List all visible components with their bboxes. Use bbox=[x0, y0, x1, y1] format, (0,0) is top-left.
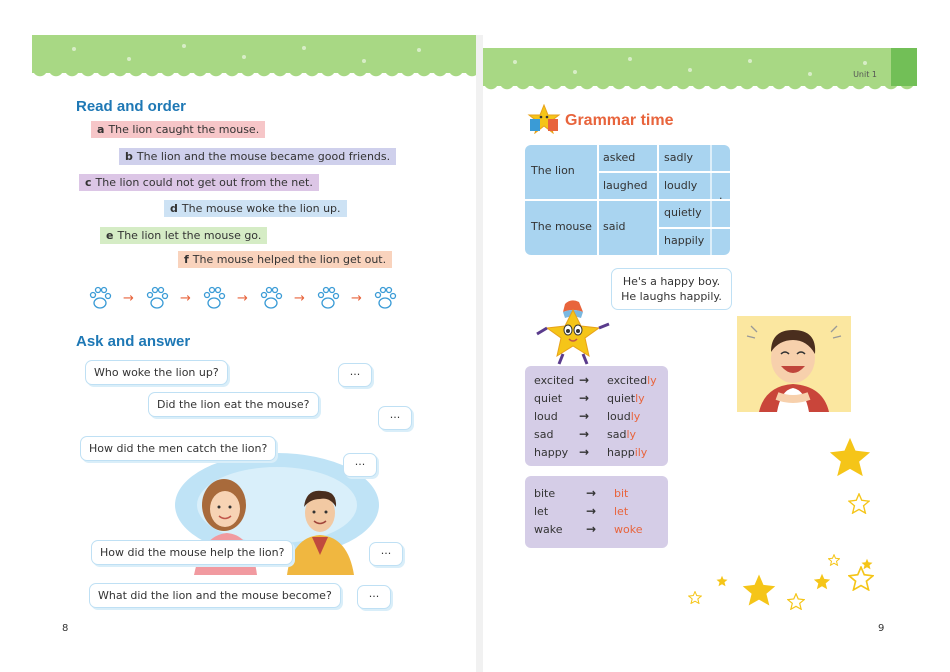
answer-bubble[interactable]: ... bbox=[378, 406, 412, 430]
sentence-letter: a bbox=[97, 123, 105, 136]
star-outline-icon bbox=[787, 593, 805, 610]
star-mascot-illustration bbox=[535, 298, 613, 366]
sentence-letter: c bbox=[85, 176, 92, 189]
sentence-text: The lion let the mouse go. bbox=[117, 229, 262, 242]
adverb-row bbox=[534, 371, 657, 389]
adverb-row bbox=[534, 425, 636, 443]
table-adverb: happily bbox=[664, 234, 705, 247]
base-word: sad bbox=[534, 427, 554, 441]
past-tense-row bbox=[534, 484, 628, 502]
adverb-suffix: ly bbox=[635, 391, 645, 405]
adverb-row bbox=[534, 407, 640, 425]
table-subject: The mouse bbox=[531, 220, 592, 233]
adverb-stem: happ bbox=[607, 445, 635, 459]
sentence-letter: e bbox=[106, 229, 114, 242]
arrow-icon: → bbox=[579, 427, 590, 441]
arrow-icon: → bbox=[586, 522, 597, 536]
sentence-c bbox=[79, 174, 319, 191]
table-verb: said bbox=[603, 220, 626, 233]
adverb-formation-box bbox=[525, 366, 668, 466]
paw-print-icon[interactable] bbox=[202, 285, 226, 311]
base-word: bite bbox=[534, 486, 556, 500]
table-verb: asked bbox=[603, 151, 636, 164]
adverb-row bbox=[534, 443, 647, 461]
star-icon bbox=[828, 436, 872, 478]
base-word: loud bbox=[534, 409, 558, 423]
sentence-text: The lion could not get out from the net. bbox=[95, 176, 313, 189]
speech-line: He laughs happily. bbox=[621, 290, 722, 303]
star-outline-icon bbox=[688, 591, 702, 604]
answer-bubble[interactable]: ... bbox=[369, 542, 403, 566]
sentence-f bbox=[178, 251, 392, 268]
arrow-icon: → bbox=[579, 409, 590, 423]
star-icon bbox=[861, 558, 873, 570]
sentence-b bbox=[119, 148, 396, 165]
base-word: wake bbox=[534, 522, 563, 536]
order-paw-sequence bbox=[88, 285, 397, 311]
paw-print-icon[interactable] bbox=[373, 285, 397, 311]
sentence-text: The lion caught the mouse. bbox=[108, 123, 260, 136]
arrow-icon: → bbox=[586, 504, 597, 518]
question-bubble: Did the lion eat the mouse? bbox=[148, 392, 319, 417]
past-tense-row bbox=[534, 520, 642, 538]
star-icon bbox=[813, 573, 831, 590]
adverb-suffix: ly bbox=[647, 373, 657, 387]
table-adverb: quietly bbox=[664, 206, 702, 219]
question-bubble: How did the men catch the lion? bbox=[80, 436, 276, 461]
arrow-icon: → bbox=[579, 391, 590, 405]
happy-boy-illustration bbox=[737, 316, 851, 412]
adverb-suffix: ly bbox=[630, 409, 641, 423]
unit-label: Unit 1 bbox=[853, 70, 877, 79]
paw-print-icon[interactable] bbox=[145, 285, 169, 311]
sentence-d bbox=[164, 200, 347, 217]
ask-and-answer-title: Ask and answer bbox=[76, 333, 191, 350]
table-period: . bbox=[719, 189, 723, 202]
adverb-suffix: ily bbox=[634, 445, 648, 459]
right-page bbox=[483, 48, 917, 672]
star-outline-icon bbox=[848, 493, 870, 514]
answer-bubble[interactable]: ... bbox=[338, 363, 372, 387]
right-page-banner bbox=[483, 48, 917, 86]
answer-bubble[interactable]: ... bbox=[357, 585, 391, 609]
past-tense-word: let bbox=[614, 504, 629, 518]
book-spine bbox=[476, 35, 483, 672]
paw-print-icon[interactable] bbox=[88, 285, 112, 311]
sentence-e bbox=[100, 227, 267, 244]
page-number: 8 bbox=[62, 623, 69, 634]
speech-bubble bbox=[611, 268, 732, 310]
question-bubble: How did the mouse help the lion? bbox=[91, 540, 293, 565]
paw-print-icon[interactable] bbox=[316, 285, 340, 311]
speech-line: He's a happy boy. bbox=[622, 275, 721, 288]
sentence-text: The mouse helped the lion get out. bbox=[192, 253, 387, 266]
question-bubble: What did the lion and the mouse become? bbox=[89, 583, 341, 608]
left-page-banner bbox=[32, 35, 476, 73]
question-bubble: Who woke the lion up? bbox=[85, 360, 228, 385]
base-word: quiet bbox=[534, 391, 563, 405]
grammar-star-icon bbox=[527, 104, 561, 134]
arrow-icon: → bbox=[579, 445, 590, 459]
paw-print-icon[interactable] bbox=[259, 285, 283, 311]
read-and-order-title: Read and order bbox=[76, 98, 187, 115]
arrow-icon: → bbox=[237, 290, 248, 306]
past-tense-box bbox=[525, 476, 668, 548]
adverb-stem: sad bbox=[607, 427, 627, 441]
arrow-icon: → bbox=[586, 486, 597, 500]
answer-bubble[interactable]: ... bbox=[343, 453, 377, 477]
table-adverb: loudly bbox=[664, 179, 698, 192]
sentence-letter: d bbox=[170, 202, 178, 215]
table-verb: laughed bbox=[603, 179, 648, 192]
sentence-letter: b bbox=[125, 150, 133, 163]
table-adverb: sadly bbox=[664, 151, 694, 164]
sentence-letter: f bbox=[184, 253, 189, 266]
adverb-stem: excited bbox=[607, 373, 648, 387]
past-tense-word: bit bbox=[614, 486, 629, 500]
sentence-a bbox=[91, 121, 265, 138]
star-outline-icon bbox=[828, 554, 840, 566]
sentence-text: The mouse woke the lion up. bbox=[181, 202, 341, 215]
base-word: happy bbox=[534, 445, 569, 459]
adverb-row bbox=[534, 389, 645, 407]
banner-edge bbox=[891, 48, 917, 86]
adverb-suffix: ly bbox=[626, 427, 637, 441]
arrow-icon: → bbox=[351, 290, 362, 306]
base-word: let bbox=[534, 504, 549, 518]
page-number: 9 bbox=[878, 623, 885, 634]
past-tense-row bbox=[534, 502, 628, 520]
arrow-icon: → bbox=[123, 290, 134, 306]
star-icon bbox=[716, 575, 728, 587]
base-word: excited bbox=[534, 373, 575, 387]
table-subject: The lion bbox=[531, 164, 575, 177]
star-icon bbox=[741, 573, 777, 607]
left-page bbox=[32, 35, 476, 672]
sentence-text: The lion and the mouse became good friends. bbox=[136, 150, 391, 163]
past-tense-word: woke bbox=[614, 522, 643, 536]
adverb-stem: loud bbox=[607, 409, 631, 423]
grammar-table bbox=[525, 145, 730, 255]
adverb-stem: quiet bbox=[607, 391, 636, 405]
arrow-icon: → bbox=[180, 290, 191, 306]
grammar-time-title: Grammar time bbox=[565, 112, 674, 129]
arrow-icon: → bbox=[294, 290, 305, 306]
arrow-icon: → bbox=[579, 373, 590, 387]
